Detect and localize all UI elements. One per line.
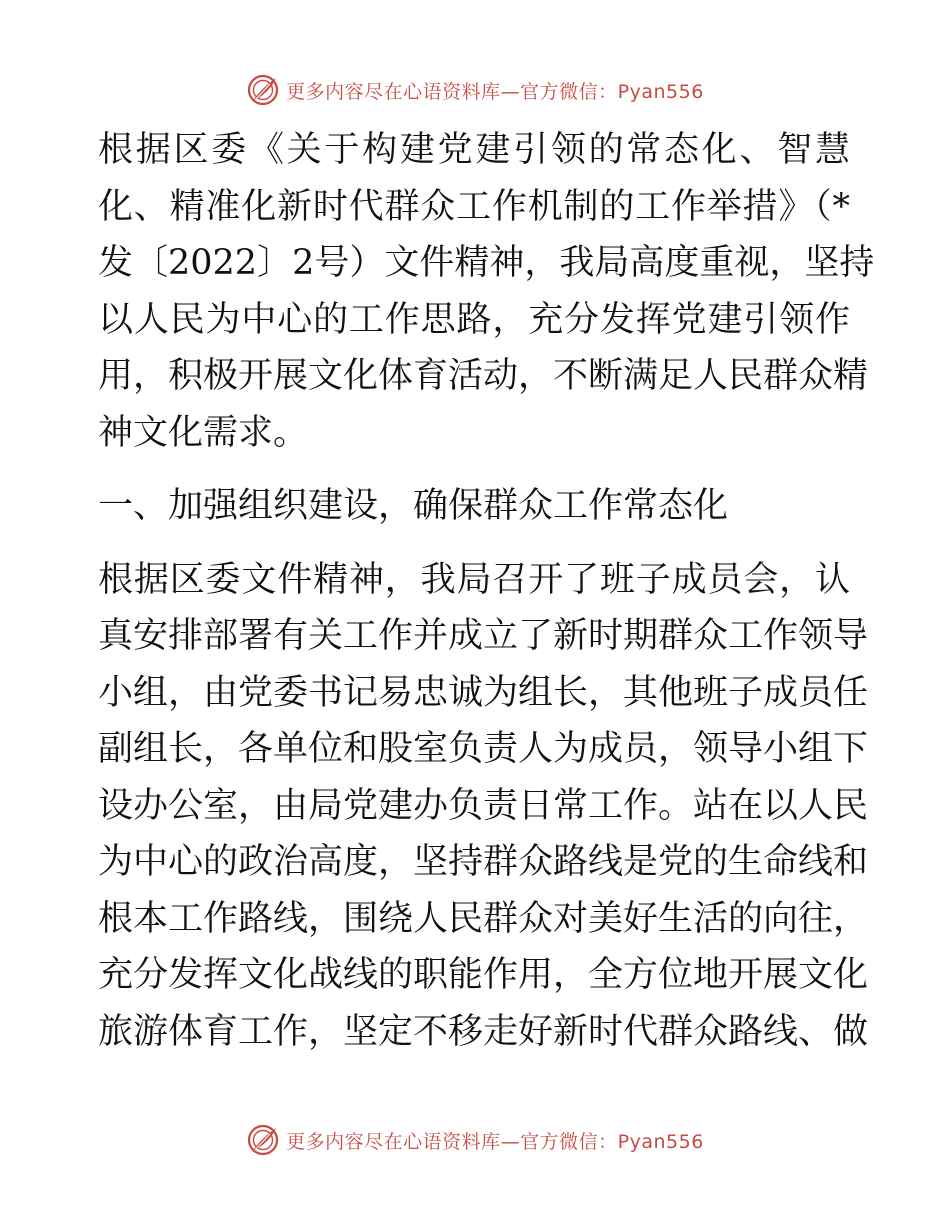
paragraph-line: 以人民为中心的工作思路，充分发挥党建引领作	[98, 299, 850, 340]
paragraph-line: 为中心的政治高度，坚持群众路线是党的生命线和	[98, 842, 869, 882]
paragraph-line: 小组，由党委书记易忠诚为组长，其他班子成员任	[98, 672, 869, 713]
document-body	[98, 122, 875, 1060]
paragraph-line: 旅游体育工作，坚定不移走好新时代群众路线、做	[98, 1011, 869, 1052]
footer-banner	[0, 1120, 950, 1160]
paragraph-line: 设办公室，由局党建办负责日常工作。站在以人民	[98, 785, 869, 826]
paragraph-line: 充分发挥文化战线的职能作用，全方位地开展文化	[98, 955, 869, 995]
footer-banner-text: 更多内容尽在心语资料库—官方微信：Pyan556	[286, 1130, 704, 1153]
paragraph-line: 真安排部署有关工作并成立了新时期群众工作领导	[98, 616, 869, 656]
body-paragraph	[98, 552, 869, 1061]
paragraph-line: 根据区委文件精神，我局召开了班子成员会，认	[98, 559, 850, 600]
feather-quill-logo-icon	[246, 1123, 280, 1157]
header-banner	[0, 70, 950, 110]
intro-paragraph	[98, 122, 875, 461]
header-banner-text: 更多内容尽在心语资料库—官方微信：Pyan556	[286, 80, 704, 103]
paragraph-line: 副组长，各单位和股室负责人为成员，领导小组下	[98, 729, 869, 769]
paragraph-line: 根据区委《关于构建党建引领的常态化、智慧	[98, 130, 850, 170]
section-heading: 一、加强组织建设，确保群众工作常态化	[98, 486, 729, 526]
paragraph-line: 根本工作路线，围绕人民群众对美好生活的向往，	[98, 898, 869, 939]
paragraph-line: 化、精准化新时代群众工作机制的工作举措》（*	[98, 186, 850, 227]
paragraph-line: 用，积极开展文化体育活动，不断满足人民群众精	[98, 356, 869, 396]
paragraph-line: 发〔2022〕2号）文件精神，我局高度重视，坚持	[98, 243, 875, 283]
feather-quill-logo-icon	[246, 73, 280, 107]
paragraph-line: 神文化需求。	[98, 412, 309, 453]
